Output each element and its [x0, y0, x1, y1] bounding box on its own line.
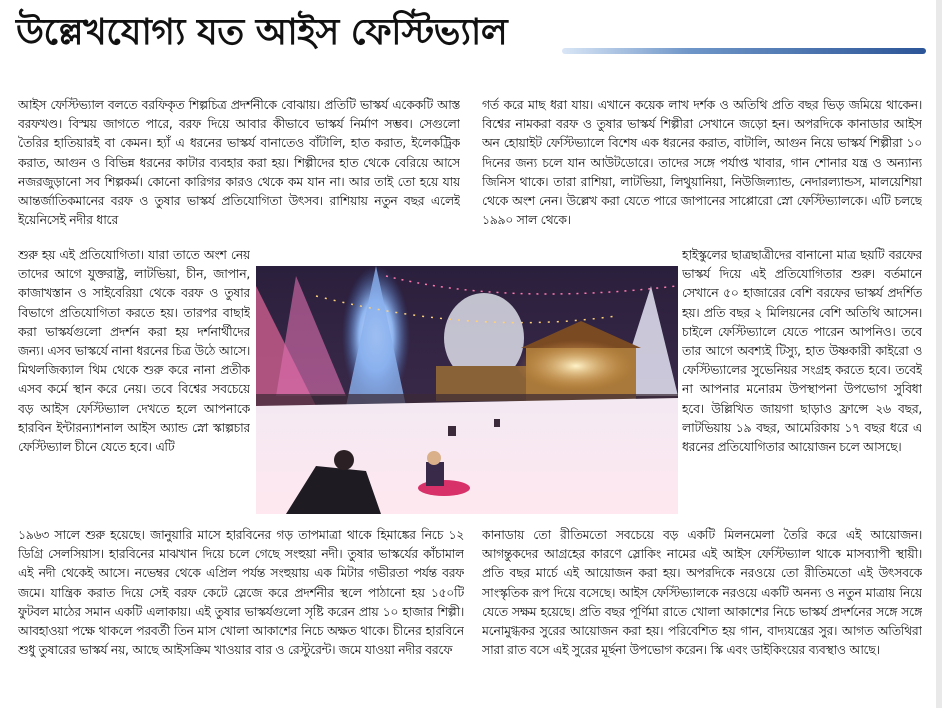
page-title: উল্লেখযোগ্য যত আইস ফেস্টিভ্যাল	[16, 12, 508, 53]
adult-head	[334, 450, 354, 470]
article-paragraph-left-top: আইস ফেস্টিভ্যাল বলতে বরফিকৃত শিল্পচিত্র প্রদর্শনীকে বোঝায়। প্রতিটি ভাস্কর্য একেকটি আস্ত বরফখণ্ড। বিস্ময় জাগতে পারে, বরফ দিয়ে আবার কীভাবে ভাস্কর্য নির্মাণ সম্ভব। সেগুলো তৈরির হাতিয়ারই বা কেমন। হ্যাঁ এ ধরনের ভাস্কর্য বানাতেও বাঁটালি, হাত করাত, ইলেকট্রিক করাত, আগুন ও বিভিন্ন ধরনের কাটার ব্যবহার করা হয়। শিল্পীদের হাত থেকে বেরিয়ে আসে নজরজুড়ানো সব শিল্পকর্ম। কোনো কারিগর কারও থেকে কম যান না। আর তাই তো হয়ে যায় আন্তর্জাতিকমানের বরফ ও তুষার ভাস্কর্য প্রতিযোগিতা উৎসব। রাশিয়ায় নতুন বছর এলেই ইয়েনিসেই নদীর ধারে	[18, 98, 460, 228]
photo-illustration	[256, 266, 678, 514]
child-on-sled	[426, 462, 444, 486]
article-paragraph-right-bot: কানাডায় তো রীতিমতো সবচেয়ে বড় একটি মিলনমেলা তৈরি করে এই আয়োজন। আগন্তুকদের আগ্রহের কারণে স্লোকিং নামের এই আইস ফেস্টিভ্যাল থাকে মাসব্যাপী স্থায়ী। প্রতি বছর মার্চে এই আয়োজন করা হয়। অপরদিকে নরওয়ে তো রীতিমতো এই উৎসবকে সাংস্কৃতিক রূপ দিয়ে বসেছে। আইস ফেস্টিভ্যালকে নরওয়ে একটি অনন্য ও নতুন মাত্রায় নিয়ে যেতে সক্ষম হয়েছে। প্রতি বছর পূর্ণিমা রাতে খোলা আকাশের নিচে ভাস্কর্য প্রদর্শনের সঙ্গে সঙ্গে মনোমুগ্ধকর সুরের আয়োজন করা হয়। পরিবেশিত হয় গান, বাদ্যযন্ত্রের সুর। আগত অতিথিরা সারা রাত বসে এই সুরের মূর্ছনা উপভোগ করেন। স্কি এবং ডাইকিংয়ের ব্যবস্থাও আছে।	[482, 528, 922, 658]
article-paragraph-left-mid: শুরু হয় এই প্রতিযোগিতা। যারা তাতে অংশ নেয় তাদের আগে যুক্তরাষ্ট্র, লাটভিয়া, চীন, জাপান, কাজাখস্তান ও সাইবেরিয়া থেকে বরফ ও তুষার বিভাগে প্রতিযোগিতা করতে হয়। তারপর বাছাই করা ভাস্কর্যগুলো প্রদর্শন করা হয় দর্শনার্থীদের জন্য। এসব ভাস্কর্যে নানা ধরনের চিত্র উঠে আসে। মিথলজিক্যাল থিম থেকে শুরু করে নানা প্রতীক এসব কর্মে স্থান করে নেয়। তবে বিশ্বের সবচেয়ে বড় আইস ফেস্টিভ্যাল দেখতে হলে আপনাকে হারবিন ইন্টারন্যাশনাল আইস অ্যান্ড স্নো স্কাল্পচার ফেস্টিভ্যাল চীনে যেতে হবে। এটি	[18, 248, 250, 455]
article-paragraph-left-bot: ১৯৬৩ সালে শুরু হয়েছে। জানুয়ারি মাসে হারবিনের গড় তাপমাত্রা থাকে হিমাঙ্কের নিচে ১২ ডিগ্রি সেলসিয়াস। হারবিনের মাঝখান দিয়ে চলে গেছে সংহুয়া নদী। তুষার ভাস্কর্যের কাঁচামাল এই নদী থেকেই আসে। নভেম্বর থেকে এপ্রিল পর্যন্ত সংহুয়ায় এক মিটার গভীরতা পর্যন্ত বরফ জমে। যান্ত্রিক করাত দিয়ে সেই বরফ কেটে স্লেজে করে প্রদর্শনীর স্থলে পাঠানো হয় ১৫০টি ফুটবল মাঠের সমান একটি এলাকায়। এই তুষার ভাস্কর্যগুলো সৃষ্টি করেন প্রায় ১০ হাজার শিল্পী। আবহাওয়া পক্ষে থাকলে পরবর্তী তিন মাস খোলা আকাশের নিচে অক্ষত থাকে। চীনের হারবিনে শুধু তুষারের ভাস্কর্য নয়, আছে আইসক্রিম খাওয়ার বার ও রেস্টুরেন্ট। জমে যাওয়া নদীর বরফে	[18, 528, 464, 658]
distant-sledder	[448, 426, 456, 436]
winter-festival-photo	[256, 266, 678, 514]
article-paragraph-right-top: গর্ত করে মাছ ধরা যায়। এখানে কয়েক লাখ দর্শক ও অতিথি প্রতি বছর ভিড় জমিয়ে থাকেন। বিশ্বের নামকরা বরফ ও তুষার ভাস্কর্য শিল্পীরা সেখানে জড়ো হন। অপরদিকে কানাডার আইস অন হোয়াইট ফেস্টিভ্যালে বিশেষ এক ধরনের করাত, বাটালি, আগুন নিয়ে ভাস্কর্য শিল্পীরা ১০ দিনের জন্য চলে যান আউটডোরে। তাদের সঙ্গে পর্যাপ্ত খাবার, গান শোনার যন্ত্র ও অন্যান্য জিনিস থাকে। তারা রাশিয়া, লাটভিয়া, লিথুয়ানিয়া, নিউজিল্যান্ড, নেদারল্যান্ডস, মালয়েশিয়া থেকে অংশ নেন। উল্লেখ করা যেতে পারে জাপানের সাপ্পোরো স্নো ফেস্টিভ্যালকে। এটি চলছে ১৯৯০ সাল থেকে।	[482, 98, 922, 228]
child-head	[427, 451, 441, 465]
article-paragraph-right-mid: হাইস্কুলের ছাত্রছাত্রীদের বানানো মাত্র ছয়টি বরফের ভাস্কর্য দিয়ে এই প্রতিযোগিতার শুরু। বর্তমানে সেখানে ৫০ হাজারের বেশি বরফের ভাস্কর্য প্রদর্শিত হয়। প্রতি বছর ২ মিলিয়নের বেশি অতিথি আসেন। চাইলে ফেস্টিভ্যালে যেতে পারেন আপনিও। তবে তার আগে অবশ্যই টিস্যু, হাত উষ্ণকারী কাইরো ও ফেস্টিভ্যালের সুভেনিয়র সংগ্রহ করতে হবে। তবেই না আপনার মনোরম উপস্থাপনা উপভোগ সুবিধা হবে। উল্লিখিত জায়গা ছাড়াও ফ্রান্সে ২৬ বছর, লাটভিয়ায় ১৯ বছর, আমেরিকায় ১৭ বছর ধরে এ ধরনের প্রতিযোগিতার আয়োজন চলে আসছে।	[682, 248, 922, 455]
warm-lights	[516, 340, 636, 392]
distant-sledder-2	[494, 419, 500, 427]
title-rule	[562, 48, 926, 54]
page-edge	[936, 0, 942, 708]
